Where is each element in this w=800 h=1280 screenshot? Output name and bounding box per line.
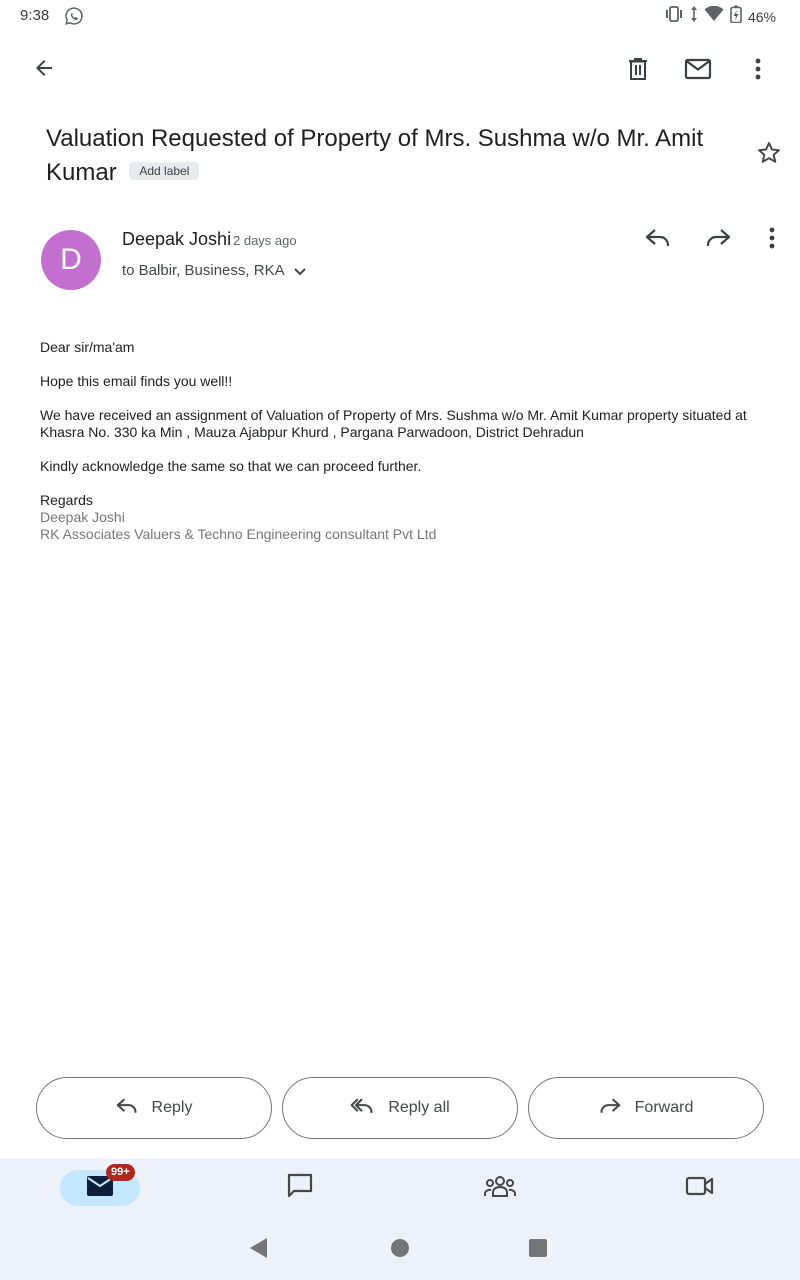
chat-icon xyxy=(286,1172,314,1205)
delete-button[interactable] xyxy=(616,49,660,93)
reply-all-icon xyxy=(350,1097,374,1120)
square-recents-icon xyxy=(528,1238,548,1263)
reply-button[interactable] xyxy=(36,1077,272,1139)
subject-text: Valuation Requested of Property of Mrs. Sushma w/o Mr. Amit Kumar xyxy=(46,125,704,186)
body-line: We have received an assignment of Valuation of Property of Mrs. Sushma w/o Mr. Amit Kumar property situated at Khasra No. 330 ka Min , Mauza Ajabpur Khurd , Pargana Parwadoon, District Dehradun xyxy=(40,407,747,440)
system-back-button[interactable] xyxy=(244,1236,272,1264)
body-line: Kindly acknowledge the same so that we can proceed further. xyxy=(40,458,422,474)
triangle-back-icon xyxy=(247,1236,269,1265)
reply-all-label: Reply all xyxy=(388,1099,450,1116)
sender-name: Deepak Joshi xyxy=(122,229,232,249)
more-vert-icon xyxy=(769,227,775,254)
nav-mail[interactable] xyxy=(60,1166,140,1206)
back-arrow-icon xyxy=(32,56,56,85)
body-line: Hope this email finds you well!! xyxy=(40,373,233,389)
body-greeting: Dear sir/ma'am xyxy=(40,339,135,355)
spaces-icon xyxy=(484,1174,516,1203)
body-regards: Regards xyxy=(40,492,93,508)
reply-icon xyxy=(645,228,671,253)
recipients-toggle[interactable] xyxy=(122,260,307,281)
wifi-icon xyxy=(704,6,724,27)
add-label-chip[interactable]: Add label xyxy=(129,162,199,180)
status-time: 9:38 xyxy=(20,7,50,24)
forward-icon xyxy=(705,228,731,253)
mark-unread-icon xyxy=(684,58,712,85)
system-home-button[interactable] xyxy=(386,1236,414,1264)
reply-icon-button[interactable] xyxy=(636,218,680,262)
system-recents-button[interactable] xyxy=(524,1236,552,1264)
forward-icon xyxy=(599,1097,621,1120)
battery-icon xyxy=(730,5,742,28)
trash-icon xyxy=(626,56,650,87)
battery-percent: 46% xyxy=(747,8,776,25)
nav-chat[interactable] xyxy=(260,1170,340,1206)
forward-label: Forward xyxy=(634,1099,694,1116)
reply-icon xyxy=(116,1097,138,1120)
back-button[interactable] xyxy=(22,48,66,92)
mark-unread-button[interactable] xyxy=(676,49,720,93)
chevron-down-icon xyxy=(293,264,307,281)
nav-spaces[interactable] xyxy=(460,1170,540,1206)
forward-icon-button[interactable] xyxy=(696,218,740,262)
vibrate-icon xyxy=(664,5,684,28)
star-icon xyxy=(756,140,782,171)
sender-avatar[interactable]: D xyxy=(41,230,101,290)
sent-time: 2 days ago xyxy=(233,233,297,248)
email-subject xyxy=(46,122,736,190)
status-bar xyxy=(0,0,800,32)
more-options-button[interactable] xyxy=(736,49,780,93)
meet-icon xyxy=(685,1175,715,1202)
recipients-text: to Balbir, Business, RKA xyxy=(122,262,285,279)
message-more-button[interactable] xyxy=(750,218,794,262)
circle-home-icon xyxy=(390,1238,410,1263)
data-arrows-icon xyxy=(690,5,698,28)
mail-badge: 99+ xyxy=(106,1164,135,1181)
signature-name: Deepak Joshi xyxy=(40,509,125,525)
reply-label: Reply xyxy=(151,1099,193,1116)
signature-company: RK Associates Valuers & Techno Engineering consultant Pvt Ltd xyxy=(40,526,437,542)
forward-button[interactable] xyxy=(528,1077,764,1139)
nav-meet[interactable] xyxy=(660,1170,740,1206)
email-body xyxy=(40,339,770,543)
more-vert-icon xyxy=(755,58,761,85)
star-button[interactable] xyxy=(747,133,791,177)
reply-all-button[interactable] xyxy=(282,1077,518,1139)
whatsapp-icon xyxy=(64,6,84,26)
